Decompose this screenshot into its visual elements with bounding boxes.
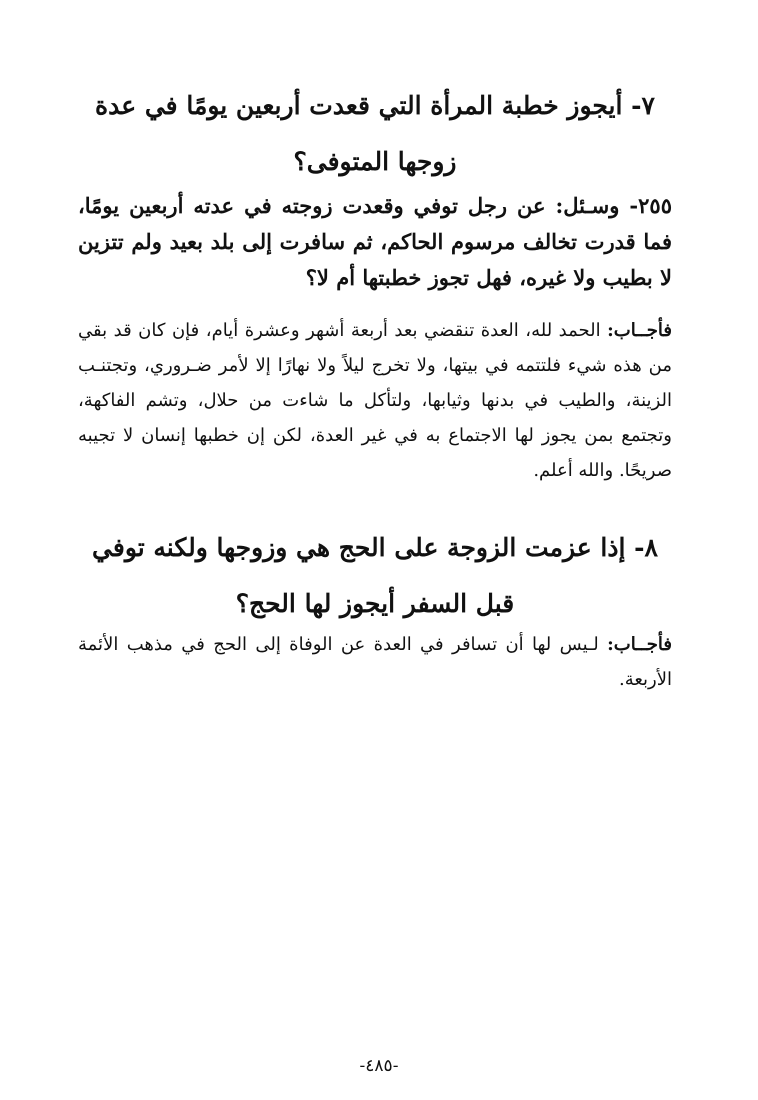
answer-8-label: فأجــاب: bbox=[607, 634, 672, 655]
answer-255-label: فأجــاب: bbox=[607, 320, 672, 341]
question-255 bbox=[78, 188, 672, 296]
answer-255-text: الحمد لله، العدة تنقضي بعد أربعة أشهر وعشرة أيام، فإن كان قد بقي من هذه شيء فلتتمه في بيتها، ولا تخرج ليلاً ولا نهارًا إلا لأمر ضـروري، وتجتنـب الزينة، والطيب في بدنها وثيابها، ولتأكل ما شاءت من حلال، وتشم الفاكهة، وتجتمع بمن يجوز لها الاجتماع به في غير العدة، لكن إن خطبها إنسان لا تجيبه صريحًا. والله أعلم. bbox=[78, 320, 672, 481]
section-7-heading: ٧- أيجوز خطبة المرأة التي قعدت أربعين يومًا في عدة زوجها المتوفى؟ bbox=[95, 91, 655, 176]
answer-8-text: لـيس لها أن تسافر في العدة عن الوفاة إلى الحج في مذهب الأئمة الأربعة. bbox=[78, 634, 672, 690]
question-255-text: عن رجل توفي وقعدت زوجته في عدته أربعين يومًا، فما قدرت تخالف مرسوم الحاكم، ثم سافرت إلى بلد بعيد ولم تتزين لا بطيب ولا غيره، فهل تجوز خطبتها أم لا؟ bbox=[78, 193, 672, 290]
answer-255 bbox=[78, 313, 672, 488]
section-8-heading: ٨- إذا عزمت الزوجة على الحج هي وزوجها ولكنه توفي قبل السفر أيجوز لها الحج؟ bbox=[92, 533, 658, 618]
page-number: -٤٨٥- bbox=[359, 1056, 399, 1076]
answer-8 bbox=[78, 627, 672, 697]
question-255-label: ٢٥٥- وسـئل: bbox=[555, 193, 672, 218]
